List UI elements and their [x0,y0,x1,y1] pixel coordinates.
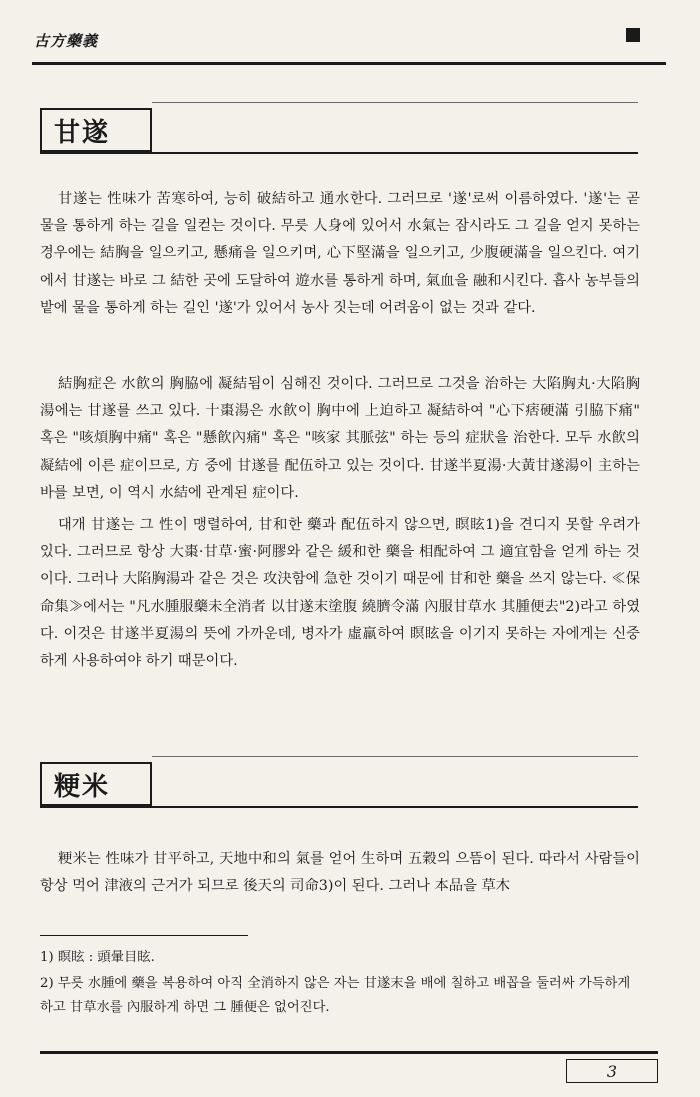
footnote-1: 1) 瞑眩 : 頭暈目眩. [40,950,155,965]
heading-underline [40,806,638,808]
page-number: 3 [566,1059,658,1083]
paragraph-text: 粳米는 性味가 甘平하고, 天地中和의 氣를 얻어 生하며 五穀의 으뜸이 된다. 따라서 사람들이 항상 먹어 津液의 근거가 되므로 後天의 司命3)이 된다. 그러나 本品을 草木 [40,851,640,895]
paragraph [40,371,640,507]
section-heading: 粳米 [40,762,152,806]
paragraph-text: 대개 甘遂는 그 性이 맹렬하여, 甘和한 藥과 配伍하지 않으면, 瞑眩1)을 견디지 못할 우려가 있다. 그러므로 항상 大棗·甘草·蜜·阿膠와 같은 緩和한 藥을 相配하여 그 適宜함을 얻게 하는 것이다. 그러나 大陷胸湯과 같은 것은 攻決함에 急한 것이기 때문에 甘和한 藥을 쓰지 않는다. ≪保命集≫에서는 "凡水腫服藥未全消者 以甘遂末塗腹 繞臍令滿 內服甘草水 其腫便去"2)라고 하였다. 이것은 甘遂半夏湯의 뜻에 가까운데, 병자가 虛羸하여 瞑眩을 이기지 못하는 자에게는 신중하게 사용하여야 하기 때문이다. [40,517,640,670]
heading-top-line [152,756,638,757]
paragraph-text: 結胸症은 水飮의 胸脇에 凝結됨이 심해진 것이다. 그러므로 그것을 治하는 大陷胸丸·大陷胸湯에는 甘遂를 쓰고 있다. 十棗湯은 水飮이 胸中에 上迫하고 凝結하여 "心下痞硬滿 引脇下痛" 혹은 "咳煩胸中痛" 혹은 "懸飮內痛" 혹은 "咳家 其脈弦" 하는 등의 症狀을 治한다. 모두 水飮의 凝結에 이른 症이므로, 方 중에 甘遂를 配伍하고 있는 것이다. 甘遂半夏湯·大黃甘遂湯이 主하는 바를 보면, 이 역시 水結에 관계된 症이다. [40,376,640,501]
heading-top-line [152,102,638,103]
footnote-rule [40,935,248,936]
paragraph-text: 甘遂는 性味가 苦寒하여, 능히 破結하고 通水한다. 그러므로 '遂'로써 이름하였다. '遂'는 곧 물을 통하게 하는 길을 일컫는 것이다. 무릇 人身에 있어서 水氣는 잠시라도 그 길을 얻지 못하는 경우에는 結胸을 일으키고, 懸痛을 일으키며, 心下堅滿을 일으키고, 少腹硬滿을 일으킨다. 여기에서 甘遂는 바로 그 結한 곳에 도달하여 遊水를 통하게 하며, 氣血을 融和시킨다. 흡사 농부들의 밭에 물을 통하게 하는 길인 '遂'가 있어서 농사 짓는데 어려움이 없는 것과 같다. [40,191,640,316]
book-title: 古方藥義 [34,32,99,50]
paragraph [40,186,640,322]
header-square-marker [626,28,640,42]
paragraph [40,512,640,675]
heading-underline [40,152,638,154]
footer-rule [40,1051,658,1054]
paragraph [40,846,640,900]
section-heading: 甘遂 [40,108,152,152]
footnote-2: 2) 무릇 水腫에 藥을 복용하여 아직 全消하지 않은 자는 甘遂末을 배에 칠하고 배꼽을 둘러싸 가득하게 하고 甘草水를 內服하게 하면 그 腫便은 없어진다. [40,976,631,1015]
header-rule [32,62,666,65]
